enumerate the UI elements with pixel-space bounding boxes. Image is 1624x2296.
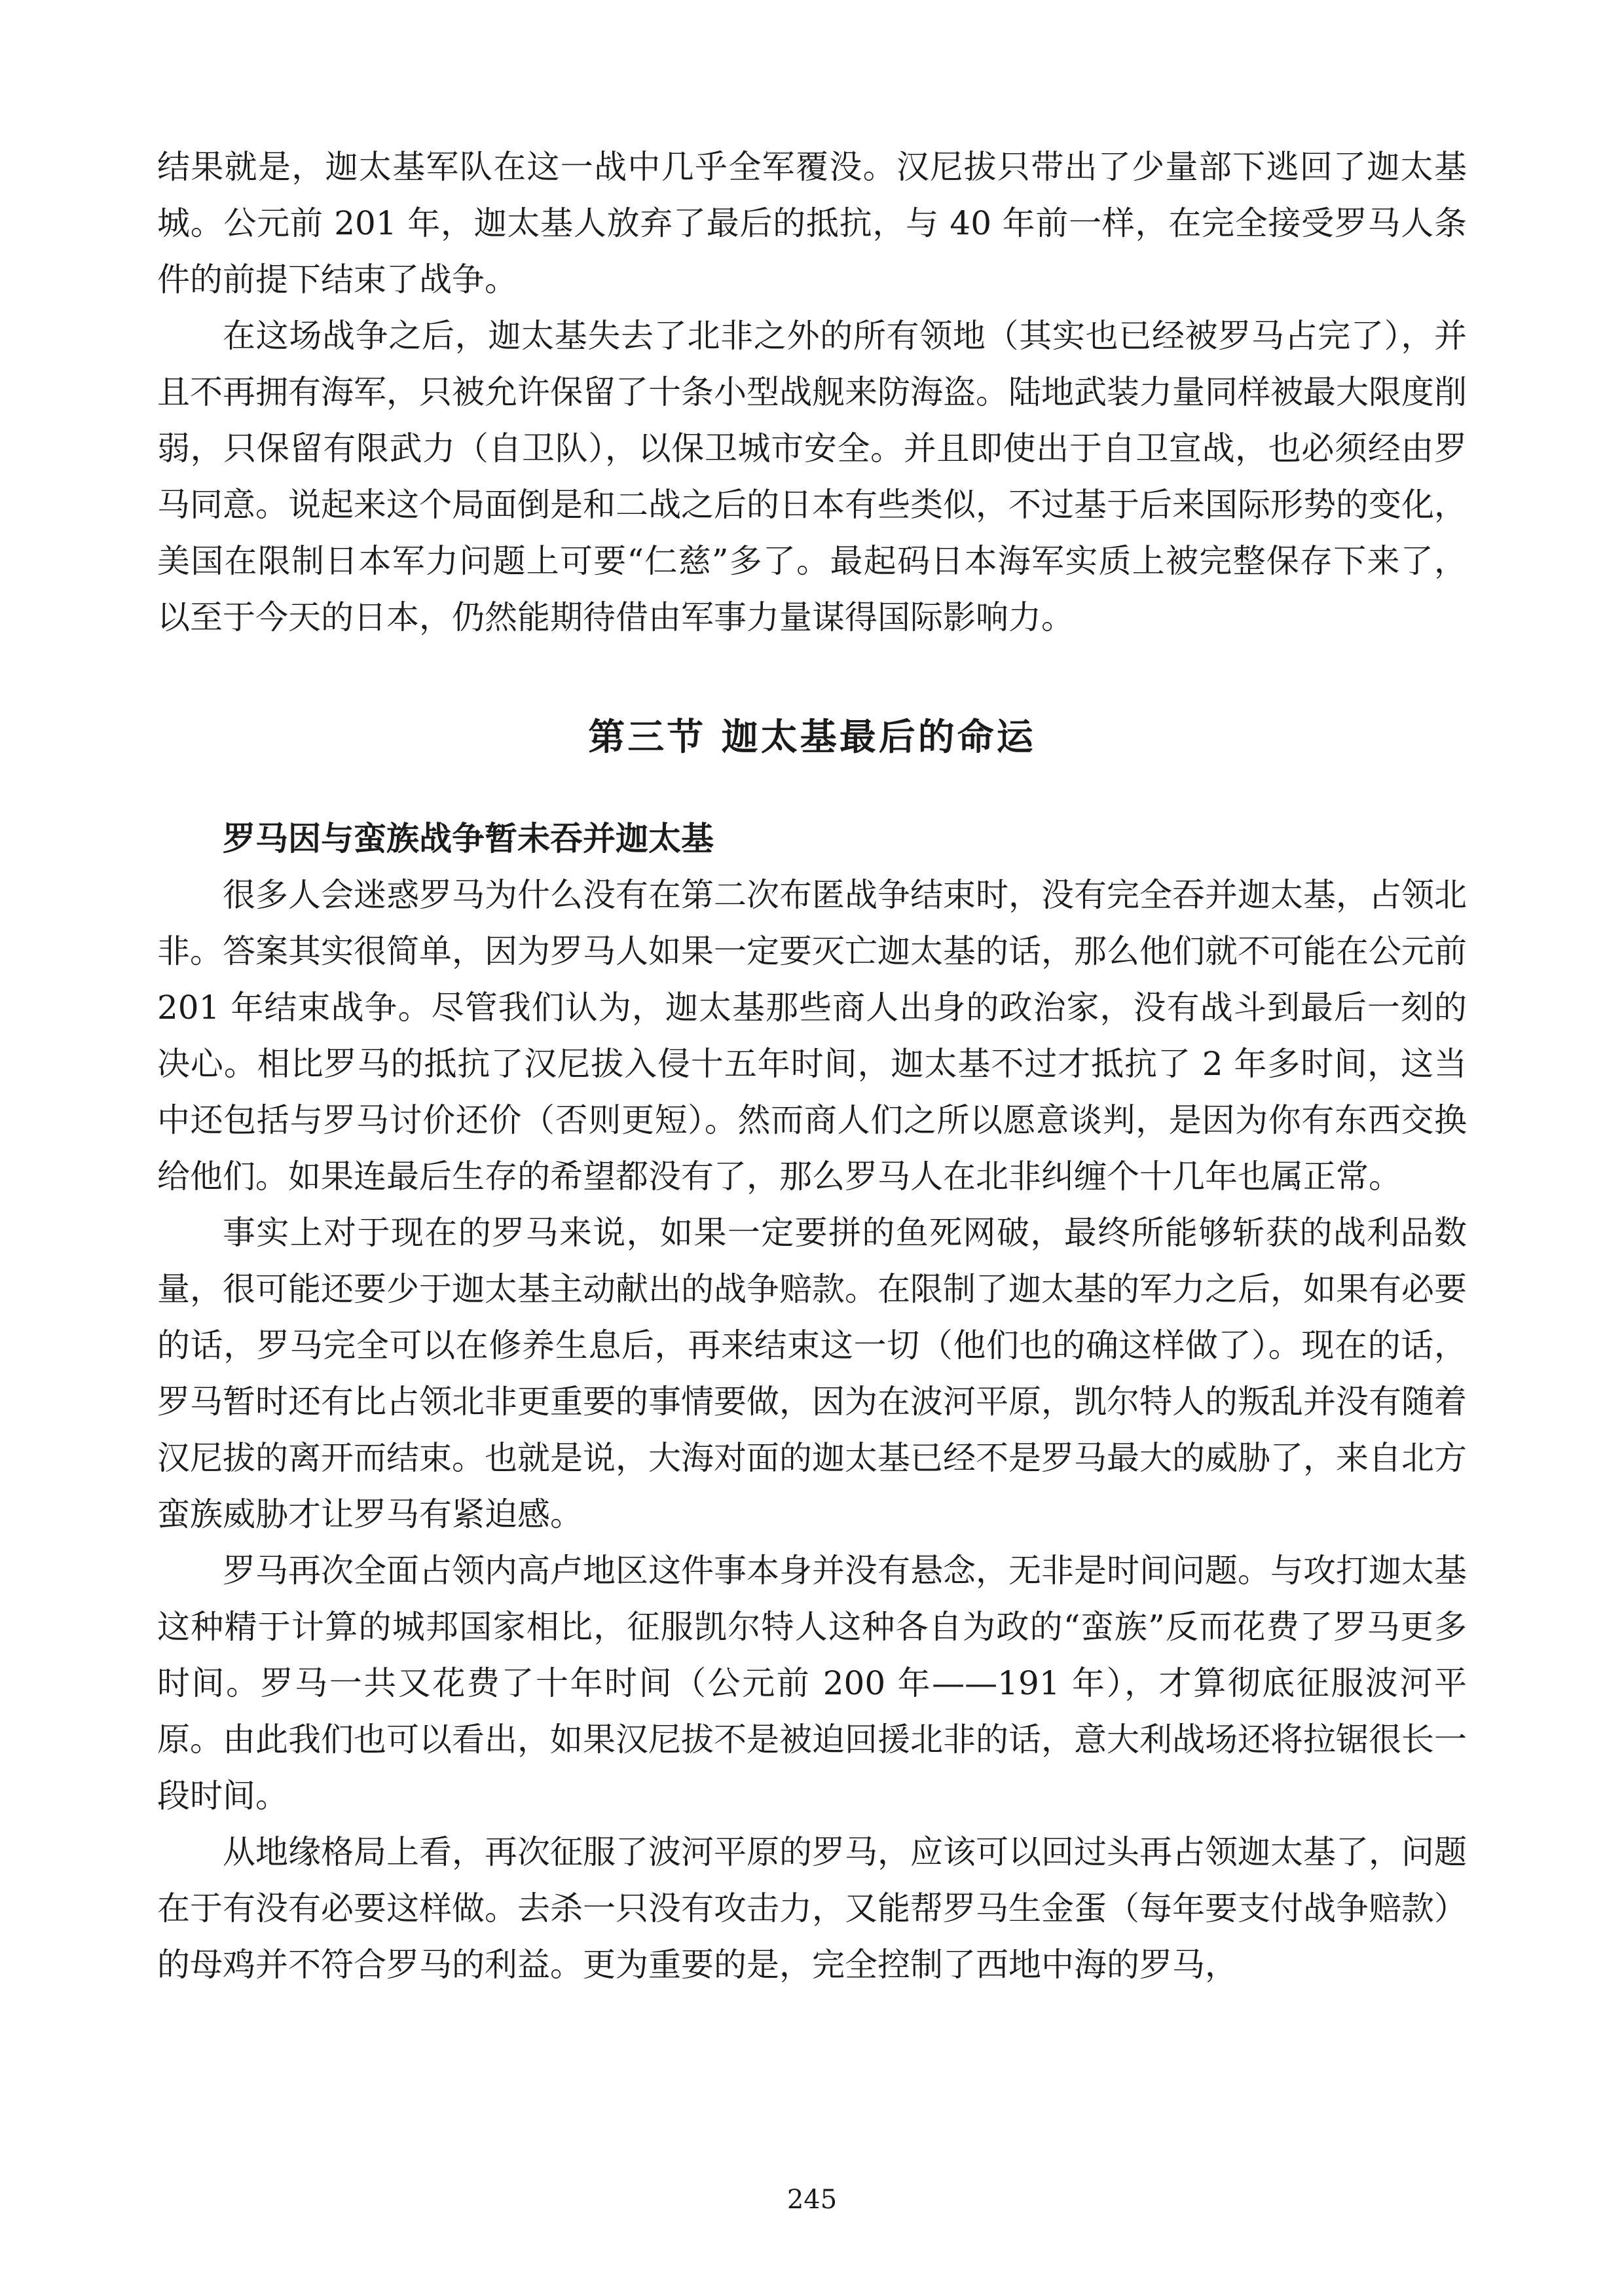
paragraph-2: 在这场战争之后，迦太基失去了北非之外的所有领地（其实也已经被罗马占完了），并且不再拥有海军，只被允许保留了十条小型战舰来防海盗。陆地武装力量同样被最大限度削弱，只保留有限武力（自卫队），以保卫城市安全。并且即使出于自卫宣战，也必须经由罗马同意。说起来这个局面倒是和二战之后的日本有些类似，不过基于后来国际形势的变化，美国在限制日本军力问题上可要“仁慈”多了。最起码日本海军实质上被完整保存下来了，以至于今天的日本，仍然能期待借由军事力量谋得国际影响力。 [157, 317, 1467, 636]
paragraph-6: 从地缘格局上看，再次征服了波河平原的罗马，应该可以回过头再占领迦太基了，问题在于有没有必要这样做。去杀一只没有攻击力，又能帮罗马生金蛋（每年要支付战争赔款）的母鸡并不符合罗马的利益。更为重要的是，完全控制了西地中海的罗马， [157, 1833, 1467, 1984]
paragraph-4: 事实上对于现在的罗马来说，如果一定要拼的鱼死网破，最终所能够斩获的战利品数量，很可能还要少于迦太基主动献出的战争赔款。在限制了迦太基的军力之后，如果有必要的话，罗马完全可以在修养生息后，再来结束这一切（他们也的确这样做了）。现在的话，罗马暂时还有比占领北非更重要的事情要做，因为在波河平原，凯尔特人的叛乱并没有随着汉尼拔的离开而结束。也就是说，大海对面的迦太基已经不是罗马最大的威胁了，来自北方蛮族威胁才让罗马有紧迫感。 [157, 1214, 1467, 1533]
page-number: 245 [786, 2185, 838, 2215]
paragraph-5: 罗马再次全面占领内高卢地区这件事本身并没有悬念，无非是时间问题。与攻打迦太基这种精于计算的城邦国家相比，征服凯尔特人这种各自为政的“蛮族”反而花费了罗马更多时间。罗马一共又花费了十年时间（公元前 200 年——191 年），才算彻底征服波河平原。由此我们也可以看出，如果汉尼拔不是被迫回援北非的话，意大利战场还将拉锯很长一段时间。 [157, 1552, 1467, 1815]
page-body [157, 139, 1467, 1993]
section-title: 第三节 迦太基最后的命运 [588, 716, 1036, 759]
paragraph-1: 结果就是，迦太基军队在这一战中几乎全军覆没。汉尼拔只带出了少量部下逃回了迦太基城。公元前 201 年，迦太基人放弃了最后的抵抗，与 40 年前一样，在完全接受罗马人条件的前提下结束了战争。 [157, 148, 1467, 299]
subsection-title: 罗马因与蛮族战争暂未吞并迦太基 [223, 820, 714, 858]
paragraph-3: 很多人会迷惑罗马为什么没有在第二次布匿战争结束时，没有完全吞并迦太基，占领北非。答案其实很简单，因为罗马人如果一定要灭亡迦太基的话，那么他们就不可能在公元前 201 年结束战争。尽管我们认为，迦太基那些商人出身的政治家，没有战斗到最后一刻的决心。相比罗马的抵抗了汉尼拔入侵十五年时间，迦太基不过才抵抗了 2 年多时间，这当中还包括与罗马讨价还价（否则更短）。然而商人们之所以愿意谈判，是因为你有东西交换给他们。如果连最后生存的希望都没有了，那么罗马人在北非纠缠个十几年也属正常。 [157, 876, 1467, 1195]
